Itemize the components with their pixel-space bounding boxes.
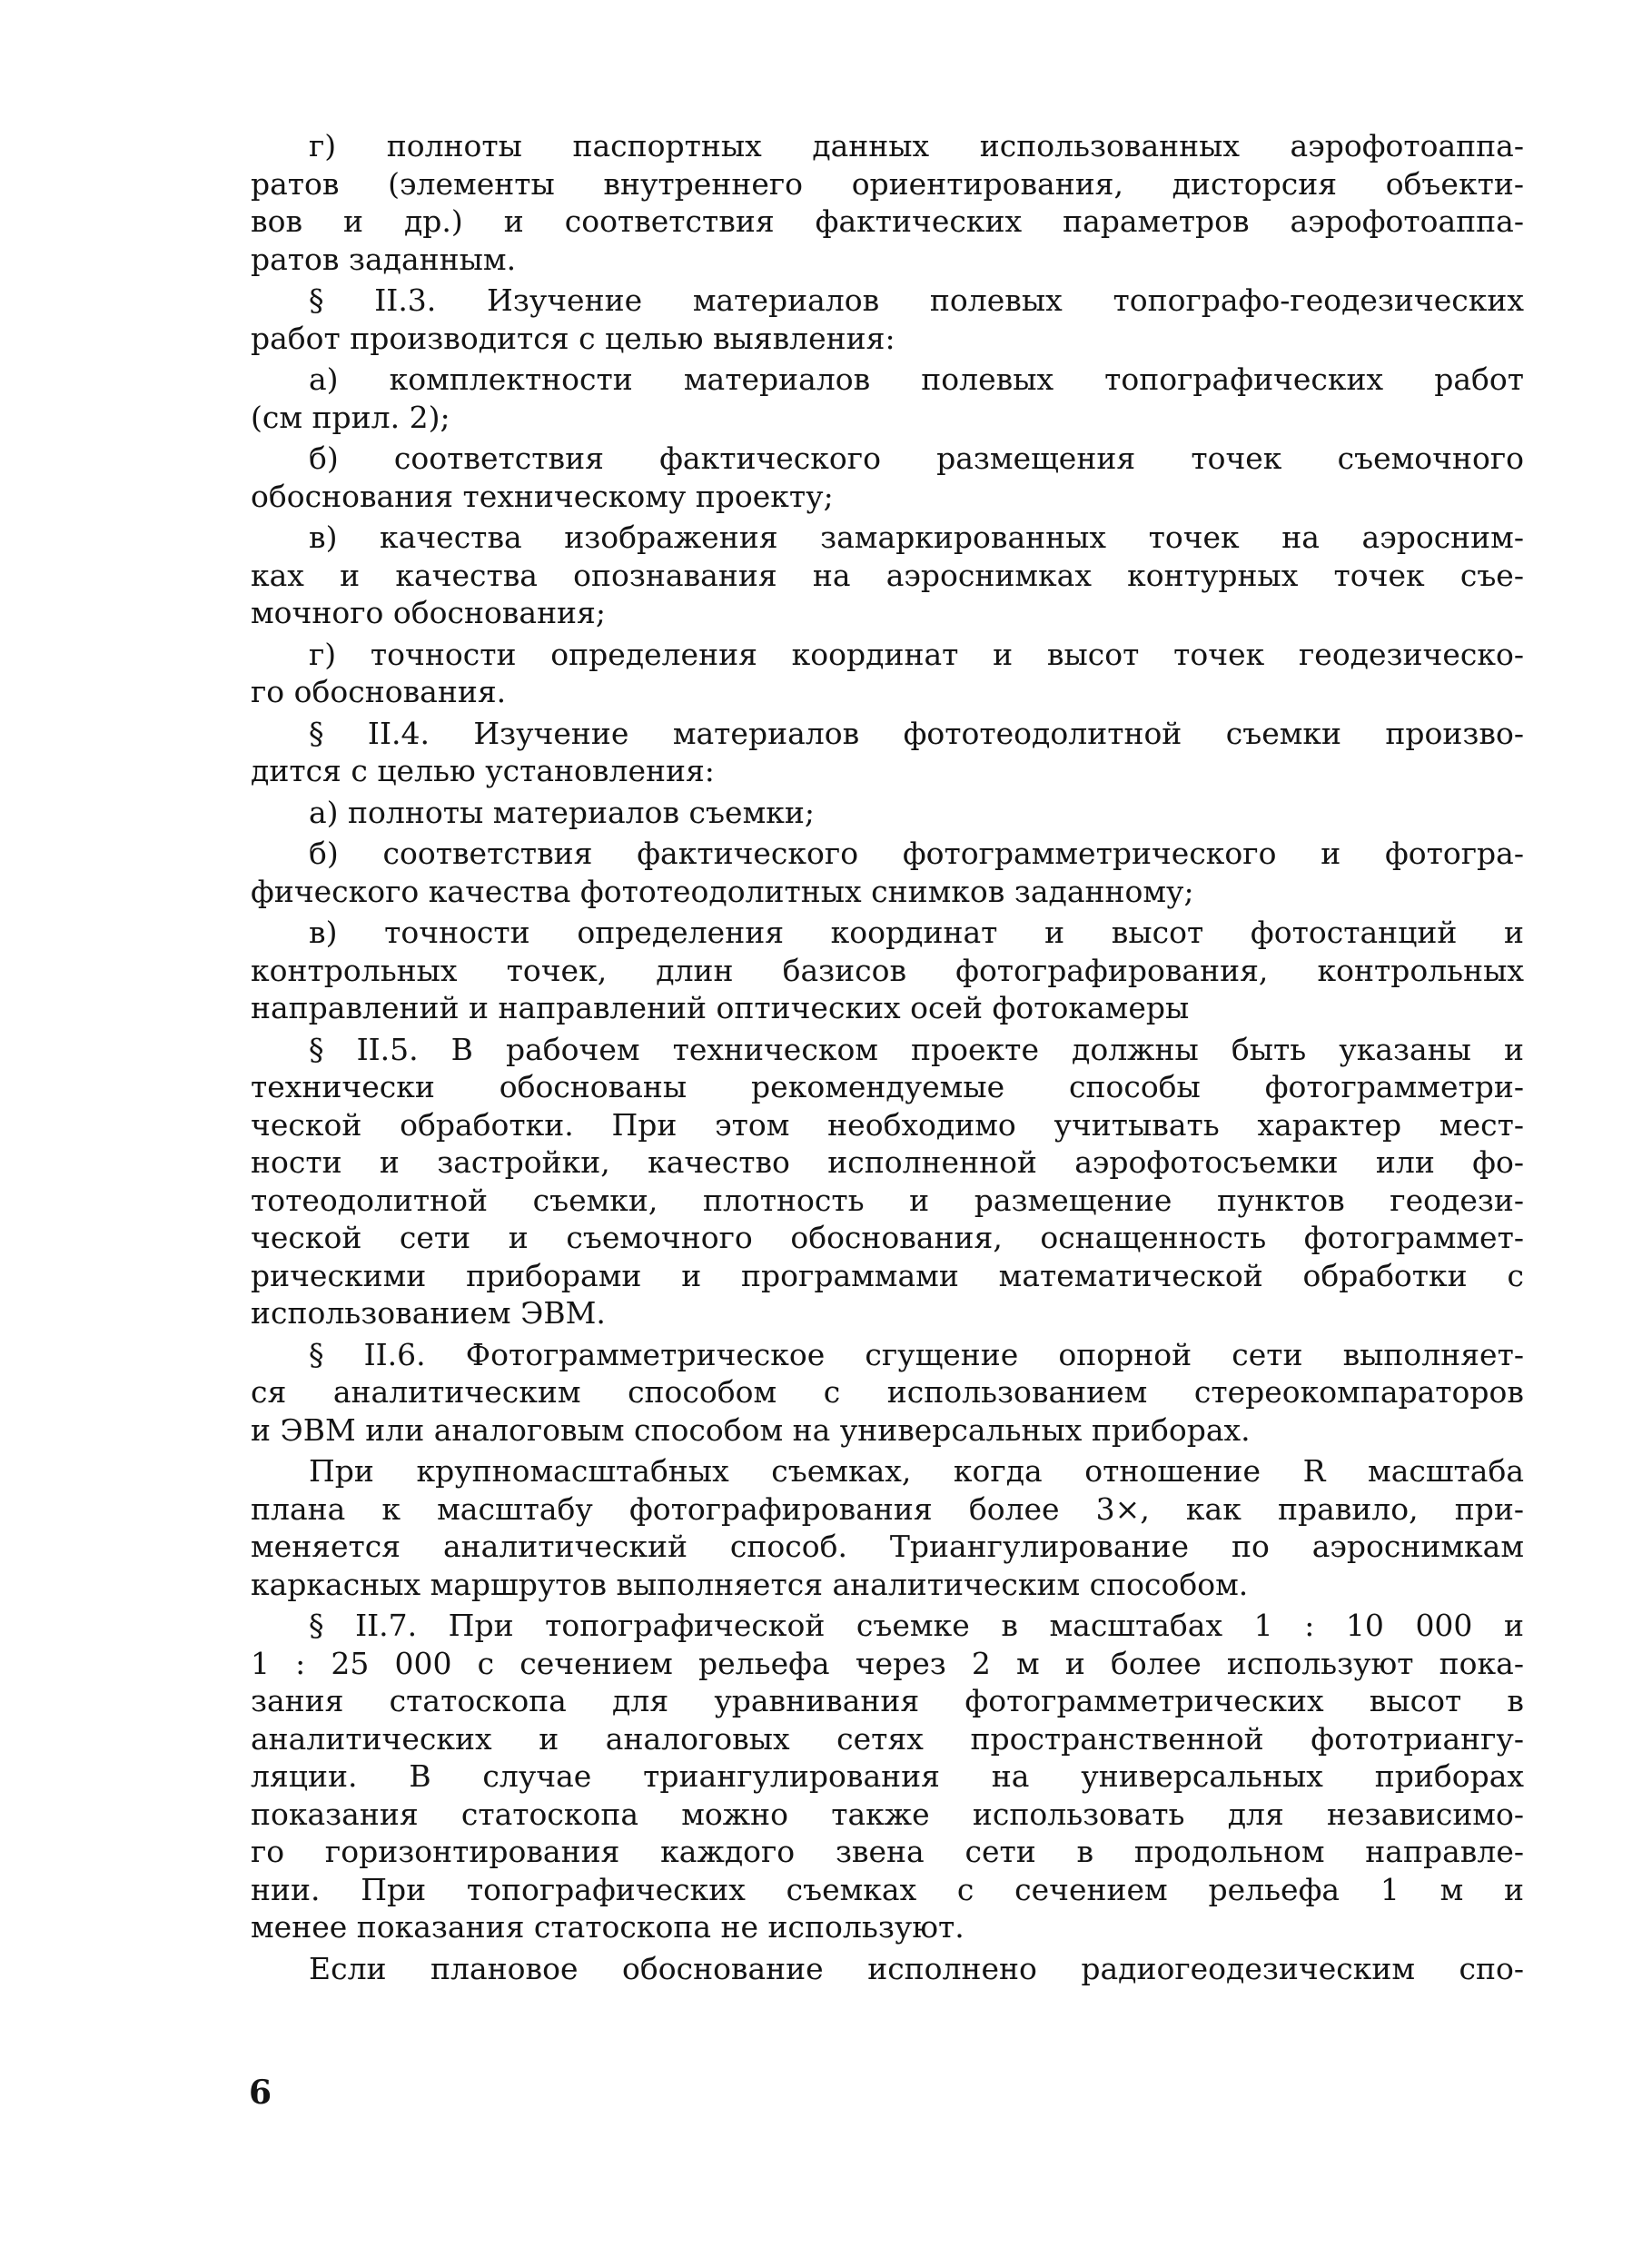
- text-line: 1 : 25 000 с сечением рельефа через 2 м и более используют пока-: [251, 1645, 1524, 1681]
- text-line: менее показания статоскопа не используют.: [251, 1909, 964, 1945]
- text-line: нии. При топографических съемках с сечением рельефа 1 м и: [251, 1871, 1524, 1907]
- text-line: § II.3. Изучение материалов полевых топографо-геодезических: [309, 282, 1524, 318]
- text-line: § II.6. Фотограмметрическое сгущение опорной сети выполняет-: [309, 1336, 1524, 1372]
- text-line: ческой обработки. При этом необходимо учитывать характер мест-: [251, 1106, 1524, 1143]
- text-line: г) полноты паспортных данных использованных аэрофотоаппа-: [309, 128, 1524, 163]
- text-line: г) точности определения координат и высот точек геодезическо-: [309, 636, 1524, 672]
- text-line: показания статоскопа можно также использовать для независимо-: [251, 1796, 1524, 1832]
- text-line: дится с целью установления:: [251, 753, 715, 788]
- text-line: плана к масштабу фотографирования более 3×, как правило, при-: [251, 1490, 1524, 1527]
- text-line: обоснования техническому проекту;: [251, 478, 834, 514]
- text-line: и ЭВМ или аналоговым способом на универсальных приборах.: [251, 1411, 1251, 1448]
- text-line: § II.4. Изучение материалов фототеодолитной съемки произво-: [309, 715, 1524, 751]
- text-line: контрольных точек, длин базисов фотографирования, контрольных: [251, 952, 1524, 988]
- text-line: а) комплектности материалов полевых топографических работ: [309, 361, 1524, 397]
- text-line: ся аналитическим способом с использованием стереокомпараторов: [251, 1374, 1524, 1410]
- text-line: в) качества изображения замаркированных точек на аэросним-: [309, 520, 1524, 555]
- text-line: При крупномасштабных съемках, когда отношение R масштаба: [309, 1453, 1524, 1489]
- text-line: рическими приборами и программами математической обработки с: [251, 1257, 1524, 1293]
- text-line: тотеодолитной съемки, плотность и размещение пунктов геодези-: [251, 1182, 1524, 1218]
- text-line: ратов заданным.: [251, 241, 517, 277]
- text-line: зания статоскопа для уравнивания фотограмметрических высот в: [251, 1683, 1524, 1718]
- text-line: ляции. В случае триангулирования на универсальных приборах: [251, 1758, 1524, 1794]
- text-line: б) соответствия фактического фотограмметрического и фотогра-: [309, 836, 1524, 871]
- text-line: каркасных маршрутов выполняется аналитическим способом.: [251, 1566, 1249, 1602]
- text-line: (см прил. 2);: [251, 399, 450, 435]
- text-line: аналитических и аналоговых сетях пространственной фототриангу-: [251, 1720, 1524, 1757]
- text-line: мочного обоснования;: [251, 595, 606, 630]
- text-line: технически обоснованы рекомендуемые способы фотограмметри-: [251, 1069, 1524, 1104]
- text-line: направлений и направлений оптических осей фотокамеры: [251, 990, 1190, 1025]
- text-line: ратов (элементы внутреннего ориентирования, дисторсия объекти-: [251, 165, 1524, 202]
- text-line: в) точности определения координат и высот фотостанций и: [309, 915, 1524, 950]
- page-number: 6: [249, 2074, 272, 2112]
- text-line: меняется аналитический способ. Триангулирование по аэроснимкам: [251, 1529, 1524, 1564]
- text-line: ческой сети и съемочного обоснования, оснащенность фотограммет-: [251, 1220, 1524, 1255]
- text-line: а) полноты материалов съемки;: [309, 794, 815, 830]
- text-line: ности и застройки, качество исполненной аэрофотосъемки или фо-: [251, 1144, 1524, 1180]
- text-line: го горизонтирования каждого звена сети в продольном направле-: [251, 1834, 1524, 1869]
- text-line: § II.7. При топографической съемке в масштабах 1 : 10 000 и: [309, 1608, 1524, 1643]
- text-line: Если плановое обоснование исполнено радиогеодезическим спо-: [309, 1950, 1524, 1986]
- text-line: использованием ЭВМ.: [251, 1295, 606, 1331]
- text-line: вов и др.) и соответствия фактических параметров аэрофотоаппа-: [251, 203, 1524, 239]
- document-body: [251, 127, 1524, 1987]
- text-line: б) соответствия фактического размещения точек съемочного: [309, 441, 1524, 476]
- text-line: ках и качества опознавания на аэроснимках контурных точек съе-: [251, 557, 1524, 593]
- text-line: го обоснования.: [251, 674, 507, 709]
- text-line: работ производится с целью выявления:: [251, 320, 895, 356]
- text-line: фического качества фототеодолитных снимков заданному;: [251, 873, 1194, 909]
- text-line: § II.5. В рабочем техническом проекте должны быть указаны и: [309, 1031, 1524, 1067]
